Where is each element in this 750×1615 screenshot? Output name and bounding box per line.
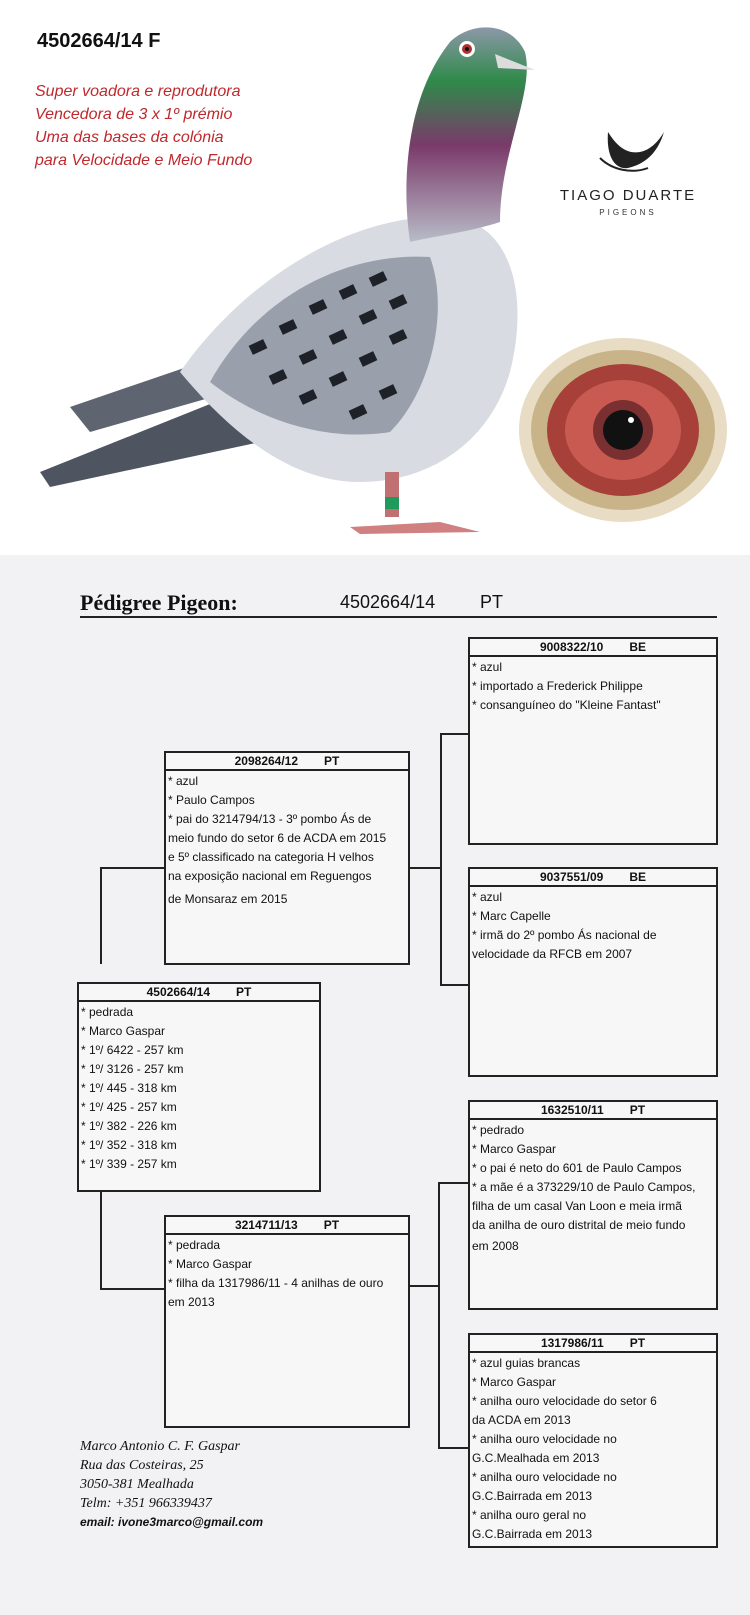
promo-section <box>0 0 750 555</box>
box-line: * 1º/ 6422 - 257 km <box>81 1043 184 1057</box>
connector-line <box>438 1182 440 1449</box>
pedigree-box-subject <box>77 982 321 1192</box>
box-header <box>470 639 716 657</box>
box-header <box>166 753 408 771</box>
box-line: * azul <box>472 890 503 904</box>
box-line: * 1º/ 352 - 318 km <box>81 1138 177 1152</box>
pedigree-country: PT <box>480 592 504 612</box>
box-country: BE <box>629 870 647 884</box>
box-line: * importado a Frederick Philippe <box>472 679 643 693</box>
box-line: filha de um casal Van Loon e meia irmã <box>472 1199 682 1213</box>
box-ring: 1632510/11 <box>540 1103 604 1117</box>
promo-line: Uma das bases da colónia <box>35 129 224 146</box>
pedigree-box-sire <box>164 751 410 965</box>
box-line: * Marco Gaspar <box>472 1375 557 1389</box>
box-line: * azul guias brancas <box>472 1356 581 1370</box>
box-line: * o pai é neto do 601 de Paulo Campos <box>472 1161 682 1175</box>
box-line: * azul <box>168 774 199 788</box>
box-header <box>79 984 319 1002</box>
box-line: * azul <box>472 660 503 674</box>
box-header <box>470 1335 716 1353</box>
box-line: meio fundo do setor 6 de ACDA em 2015 <box>168 831 387 845</box>
connector-line <box>440 984 469 986</box>
box-country: PT <box>323 1218 340 1232</box>
box-line: * 1º/ 339 - 257 km <box>81 1157 177 1171</box>
box-line: * Marc Capelle <box>472 909 551 923</box>
box-country: BE <box>629 640 647 654</box>
box-line: G.C.Bairrada em 2013 <box>472 1527 593 1541</box>
box-line: * anilha ouro velocidade no <box>472 1470 617 1484</box>
box-line: * Marco Gaspar <box>472 1142 557 1156</box>
box-line: * pedrada <box>168 1238 221 1252</box>
box-line: * Marco Gaspar <box>168 1257 253 1271</box>
box-line: * filha da 1317986/11 - 4 anilhas de ouro <box>168 1276 384 1290</box>
box-line: * pai do 3214794/13 - 3º pombo Ás de <box>168 812 372 826</box>
eye-photo <box>515 335 730 525</box>
pedigree-title: Pédigree Pigeon: <box>80 590 238 615</box>
box-line: velocidade da RFCB em 2007 <box>472 947 633 961</box>
contact-email: email: ivone3marco@gmail.com <box>80 1515 264 1529</box>
box-ring: 2098264/12 <box>234 754 299 768</box>
box-header <box>470 1102 716 1120</box>
brand-sub: PIGEONS <box>599 208 657 217</box>
pedigree-box-dam <box>164 1215 410 1428</box>
box-header <box>470 869 716 887</box>
connector-line <box>440 733 442 986</box>
brand-name: TIAGO DUARTE <box>559 187 697 204</box>
connector-line <box>438 1447 469 1449</box>
connector-line <box>100 867 102 964</box>
box-line: em 2008 <box>472 1239 519 1253</box>
promo-line: Vencedora de 3 x 1º prémio <box>35 106 233 123</box>
box-line: da ACDA em 2013 <box>472 1413 571 1427</box>
connector-line <box>409 867 441 869</box>
box-line: * a mãe é a 373229/10 de Paulo Campos, <box>472 1180 696 1194</box>
box-line: * 1º/ 425 - 257 km <box>81 1100 177 1114</box>
box-line: * Marco Gaspar <box>81 1024 166 1038</box>
connector-line <box>408 1285 439 1287</box>
box-country: PT <box>236 985 252 999</box>
brand-logo <box>548 128 708 217</box>
pedigree-header <box>80 590 717 618</box>
box-line: G.C.Mealhada em 2013 <box>472 1451 600 1465</box>
box-country: PT <box>629 1103 646 1117</box>
box-line: na exposição nacional em Reguengos <box>168 869 372 883</box>
dove-logo-icon <box>588 128 668 178</box>
box-line: * consanguíneo do "Kleine Fantast" <box>472 698 661 712</box>
box-ring: 3214711/13 <box>234 1218 298 1232</box>
box-line: de Monsaraz em 2015 <box>168 892 288 906</box>
promo-description <box>35 80 252 172</box>
box-line: * anilha ouro geral no <box>472 1508 587 1522</box>
pedigree-box-sire-dam <box>468 867 718 1077</box>
contact-phone: Telm: +351 966339437 <box>80 1496 212 1511</box>
connector-line <box>100 867 165 869</box>
box-ring: 9037551/09 <box>539 870 604 884</box>
connector-line <box>440 733 469 735</box>
connector-line <box>100 1288 164 1290</box>
contact-street: Rua das Costeiras, 25 <box>80 1458 204 1473</box>
pedigree-box-sire-sire <box>468 637 718 845</box>
pedigree-box-dam-sire <box>468 1100 718 1310</box>
box-line: * pedrada <box>81 1005 134 1019</box>
box-line: * anilha ouro velocidade do setor 6 <box>472 1394 657 1408</box>
promo-line: para Velocidade e Meio Fundo <box>35 152 253 169</box>
box-country: PT <box>324 754 340 768</box>
pedigree-ring: 4502664/14 <box>340 592 436 612</box>
promo-line: Super voadora e reprodutora <box>35 83 241 100</box>
pedigree-box-dam-dam <box>468 1333 718 1548</box>
box-ring: 9008322/10 <box>539 640 604 654</box>
box-line: * anilha ouro velocidade no <box>472 1432 617 1446</box>
box-line: G.C.Bairrada em 2013 <box>472 1489 593 1503</box>
box-ring: 4502664/14 <box>146 985 211 999</box>
connector-line <box>438 1182 469 1184</box>
pedigree-sheet <box>0 555 750 1615</box>
box-line: e 5º classificado na categoria H velhos <box>168 850 374 864</box>
box-line: * 1º/ 382 - 226 km <box>81 1119 177 1133</box>
box-line: * 1º/ 445 - 318 km <box>81 1081 177 1095</box>
breeder-contact <box>80 1437 263 1532</box>
box-line: da anilha de ouro distrital de meio fundo <box>472 1218 686 1232</box>
contact-name: Marco Antonio C. F. Gaspar <box>80 1439 240 1454</box>
box-line: * irmã do 2º pombo Ás nacional de <box>472 928 657 942</box>
box-line: * 1º/ 3126 - 257 km <box>81 1062 184 1076</box>
ring-title: 4502664/14 F <box>37 30 161 52</box>
contact-city: 3050-381 Mealhada <box>80 1477 194 1492</box>
box-country: PT <box>629 1336 646 1350</box>
box-line: * pedrado <box>472 1123 525 1137</box>
connector-line <box>100 1190 102 1290</box>
box-header <box>166 1217 408 1235</box>
box-ring: 1317986/11 <box>540 1336 604 1350</box>
box-line: * Paulo Campos <box>168 793 255 807</box>
box-line: em 2013 <box>168 1295 215 1309</box>
